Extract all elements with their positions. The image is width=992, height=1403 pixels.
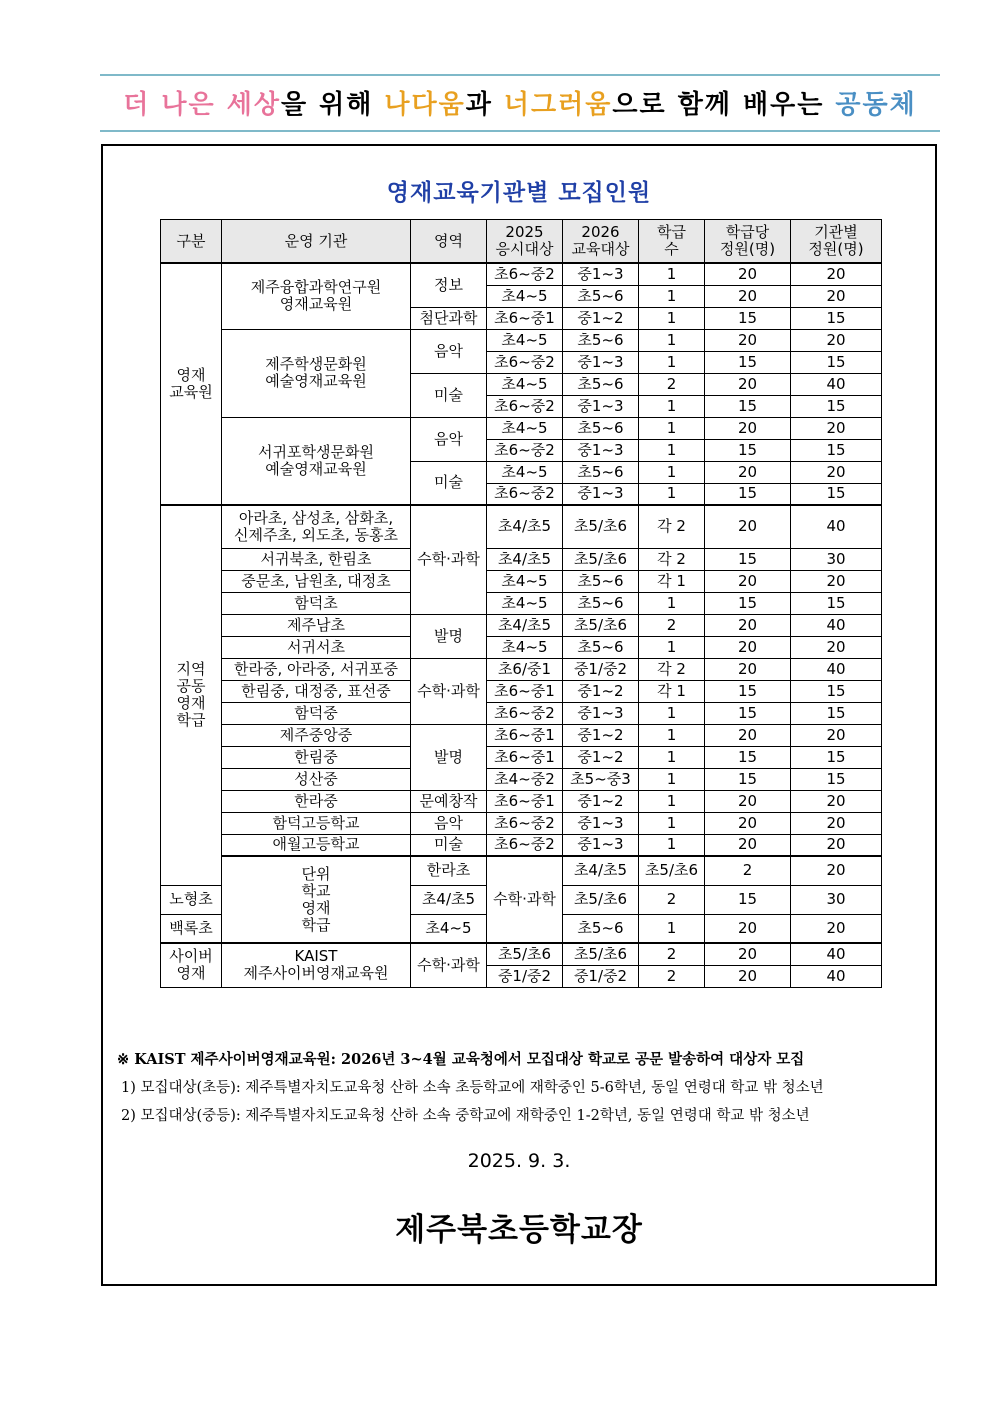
table-cell: 1 [639, 351, 705, 373]
table-cell: 초5~6 [563, 592, 639, 614]
table-cell: 초6~중2 [487, 263, 563, 285]
table-cell: 중1~2 [563, 724, 639, 746]
table-cell: 문예창작 [411, 790, 487, 812]
table-cell: 각 2 [639, 658, 705, 680]
table-cell: 중1~2 [563, 680, 639, 702]
table-cell: 15 [791, 307, 882, 329]
table-cell: 20 [705, 943, 791, 965]
table-cell: 20 [705, 834, 791, 856]
table-cell: 서귀포학생문화원 예술영재교육원 [222, 417, 411, 505]
table-cell: 15 [705, 680, 791, 702]
table-row [161, 834, 882, 856]
table-cell: 초4~5 [487, 592, 563, 614]
slogan-segment: 더 나은 세상 [123, 90, 281, 120]
table-cell: 15 [705, 768, 791, 790]
table-cell: 1 [639, 461, 705, 483]
table-cell: 초5/초6 [487, 943, 563, 965]
table-cell: 한라중, 아라중, 서귀포중 [222, 658, 411, 680]
note-main: ※ KAIST 제주사이버영재교육원: 2026년 3~4월 교육청에서 모집대상 학교로 공문 발송하여 대상자 모집 [117, 1051, 805, 1068]
table-cell: 초5/초6 [563, 548, 639, 570]
table-row [161, 505, 882, 548]
table-cell: 15 [705, 702, 791, 724]
header-cell: 구분 [161, 220, 222, 264]
slogan-segment: 나다움 [384, 90, 466, 120]
table-cell: 중1~3 [563, 834, 639, 856]
table-cell: 20 [791, 856, 882, 885]
table-cell: 20 [705, 724, 791, 746]
recruitment-table [160, 219, 882, 988]
table-cell: 중1~3 [563, 263, 639, 285]
table-cell: 20 [791, 724, 882, 746]
table-cell: 15 [791, 592, 882, 614]
table-row [161, 702, 882, 724]
table-cell: 초6~중1 [487, 307, 563, 329]
table-cell: 1 [639, 724, 705, 746]
table-cell: 20 [705, 285, 791, 307]
note-item: 1) 모집대상(초등): 제주특별자치도교육청 산하 소속 초등학교에 재학중인 5-6학년, 동일 연령대 학교 밖 청소년 [121, 1080, 824, 1096]
table-cell: 초4/초5 [487, 505, 563, 548]
table-cell: 중1~2 [563, 307, 639, 329]
table-cell: 20 [705, 965, 791, 987]
table-cell: 20 [705, 658, 791, 680]
table-cell: 함덕중 [222, 702, 411, 724]
table-cell: 15 [791, 483, 882, 505]
table-cell: 15 [791, 702, 882, 724]
table-cell: 함덕초 [222, 592, 411, 614]
table-cell: 초4/초5 [411, 885, 487, 914]
table-cell: 서귀서초 [222, 636, 411, 658]
table-cell: 20 [705, 790, 791, 812]
table-cell: 수학·과학 [411, 943, 487, 987]
table-cell: 1 [639, 439, 705, 461]
table-cell: 15 [791, 680, 882, 702]
table-cell: 초6~중1 [487, 680, 563, 702]
table-cell: 성산중 [222, 768, 411, 790]
table-cell: 초5~6 [563, 914, 639, 943]
table-cell: 1 [639, 483, 705, 505]
table-cell: 음악 [411, 812, 487, 834]
table-cell: 각 1 [639, 570, 705, 592]
table-cell: 20 [705, 329, 791, 351]
table-cell: 초5~중3 [563, 768, 639, 790]
table-cell: 20 [705, 570, 791, 592]
issue-date: 2025. 9. 3. [467, 1150, 571, 1172]
table-cell: 1 [639, 812, 705, 834]
table-cell: KAIST 제주사이버영재교육원 [222, 943, 411, 987]
table-cell: 1 [639, 790, 705, 812]
table-cell: 20 [791, 461, 882, 483]
table-cell: 초5/초6 [563, 614, 639, 636]
table-cell: 2 [639, 614, 705, 636]
table-cell: 한라중 [222, 790, 411, 812]
table-cell: 제주학생문화원 예술영재교육원 [222, 329, 411, 417]
table-cell: 영재 교육원 [161, 263, 222, 505]
table-cell: 15 [705, 885, 791, 914]
table-cell: 20 [791, 263, 882, 285]
table-cell: 40 [791, 614, 882, 636]
slogan-segment: 과 [465, 90, 504, 120]
table-cell: 백록초 [161, 914, 222, 943]
table-cell: 1 [639, 768, 705, 790]
table-cell: 20 [791, 285, 882, 307]
table-cell: 수학·과학 [411, 505, 487, 614]
table-cell: 정보 [411, 263, 487, 307]
table-cell: 1 [639, 746, 705, 768]
table-cell: 20 [791, 570, 882, 592]
table-cell: 초6~중2 [487, 834, 563, 856]
table-cell: 음악 [411, 329, 487, 373]
header-cell: 운영 기관 [222, 220, 411, 264]
table-cell: 1 [639, 834, 705, 856]
table-cell: 초5/초6 [563, 943, 639, 965]
table-cell: 1 [639, 636, 705, 658]
table-cell: 20 [791, 812, 882, 834]
table-cell: 중1~2 [563, 746, 639, 768]
table-row [161, 614, 882, 636]
table-cell: 초6~중2 [487, 812, 563, 834]
table-cell: 2 [639, 943, 705, 965]
table-cell: 단위 학교 영재 학급 [222, 856, 411, 943]
table-cell: 15 [791, 768, 882, 790]
table-cell: 초6~중1 [487, 790, 563, 812]
table-row [161, 746, 882, 768]
table-cell: 중1~3 [563, 812, 639, 834]
table-cell: 15 [791, 439, 882, 461]
notes [117, 1048, 927, 1125]
table-cell: 초4~5 [487, 570, 563, 592]
header-cell: 2026 교육대상 [563, 220, 639, 264]
table-cell: 중1/중2 [563, 658, 639, 680]
header-cell: 2025 응시대상 [487, 220, 563, 264]
table-cell: 15 [791, 746, 882, 768]
table-cell: 초4~5 [411, 914, 487, 943]
table-cell: 초6~중2 [487, 483, 563, 505]
table-row [161, 548, 882, 570]
table-cell: 1 [639, 285, 705, 307]
table-cell: 20 [705, 505, 791, 548]
table-row [161, 658, 882, 680]
table-cell: 20 [705, 812, 791, 834]
table-cell: 초4/초5 [563, 856, 639, 885]
table-cell: 각 2 [639, 548, 705, 570]
table-cell: 초4~5 [487, 417, 563, 439]
table-cell: 초6/중1 [487, 658, 563, 680]
table-cell: 애월고등학교 [222, 834, 411, 856]
table-cell: 초4/초5 [487, 614, 563, 636]
table-cell: 초6~중2 [487, 395, 563, 417]
table-cell: 중1~3 [563, 483, 639, 505]
table-cell: 초5/초6 [563, 885, 639, 914]
table-cell: 중1~2 [563, 790, 639, 812]
note-item: 2) 모집대상(중등): 제주특별자치도교육청 산하 소속 중학교에 재학중인 1-2학년, 동일 연령대 학교 밖 청소년 [121, 1108, 810, 1124]
slogan-segment: 공동체 [835, 90, 917, 120]
table-cell: 한림중, 대정중, 표선중 [222, 680, 411, 702]
table-cell: 미술 [411, 373, 487, 417]
slogan-rule [100, 130, 940, 132]
table-cell: 20 [791, 914, 882, 943]
table-cell: 제주융합과학연구원 영재교육원 [222, 263, 411, 329]
table-cell: 한림중 [222, 746, 411, 768]
table-cell: 초5~6 [563, 373, 639, 395]
page-title: 영재교육기관별 모집인원 [386, 179, 652, 206]
table-row [161, 943, 882, 965]
table-cell: 초5~6 [563, 570, 639, 592]
table-cell: 15 [705, 592, 791, 614]
table-cell: 20 [705, 914, 791, 943]
table-cell: 초4~5 [487, 373, 563, 395]
table-cell: 1 [639, 417, 705, 439]
table-cell: 제주중앙중 [222, 724, 411, 746]
table-row [161, 790, 882, 812]
table-cell: 함덕고등학교 [222, 812, 411, 834]
table-cell: 초4~5 [487, 329, 563, 351]
table-cell: 미술 [411, 461, 487, 505]
table-cell: 각 1 [639, 680, 705, 702]
table-cell: 초5~6 [563, 329, 639, 351]
table-cell: 40 [791, 505, 882, 548]
top-rule [100, 74, 940, 76]
table-cell: 발명 [411, 724, 487, 790]
table-cell: 초4/초5 [487, 548, 563, 570]
table-cell: 40 [791, 658, 882, 680]
table-cell: 중1/중2 [563, 965, 639, 987]
table-cell: 초6~중1 [487, 724, 563, 746]
table-cell: 중문초, 남원초, 대정초 [222, 570, 411, 592]
table-cell: 15 [705, 439, 791, 461]
table-cell: 40 [791, 943, 882, 965]
table-row [161, 592, 882, 614]
table-cell: 초4~5 [487, 285, 563, 307]
table-cell: 수학·과학 [487, 856, 563, 943]
table-row [161, 263, 882, 285]
table-cell: 중1~3 [563, 395, 639, 417]
table-cell: 1 [639, 329, 705, 351]
header-cell: 학급 수 [639, 220, 705, 264]
table-header-row [161, 220, 882, 264]
table-cell: 1 [639, 592, 705, 614]
table-cell: 노형초 [161, 885, 222, 914]
table-cell: 1 [639, 702, 705, 724]
signer: 제주북초등학교장 [395, 1212, 643, 1248]
table-cell: 발명 [411, 614, 487, 658]
table-cell: 20 [705, 373, 791, 395]
slogan [100, 84, 940, 121]
table-cell: 1 [639, 263, 705, 285]
table-cell: 20 [791, 417, 882, 439]
table-row [161, 417, 882, 439]
table-row [161, 570, 882, 592]
table-cell: 40 [791, 373, 882, 395]
table-cell: 1 [639, 914, 705, 943]
document-frame [101, 144, 937, 1286]
table-cell: 15 [705, 307, 791, 329]
table-cell: 30 [791, 548, 882, 570]
header-cell: 학급당 정원(명) [705, 220, 791, 264]
table-cell: 20 [705, 461, 791, 483]
table-cell: 초5/초6 [563, 505, 639, 548]
table-row [161, 680, 882, 702]
slogan-segment: 을 위해 [280, 90, 385, 120]
table-cell: 20 [791, 636, 882, 658]
table-cell: 15 [705, 548, 791, 570]
table-cell: 2 [639, 885, 705, 914]
table-cell: 20 [791, 790, 882, 812]
table-cell: 서귀북초, 한림초 [222, 548, 411, 570]
table-cell: 초6~중1 [487, 746, 563, 768]
table-cell: 초5~6 [563, 417, 639, 439]
table-cell: 초6~중2 [487, 351, 563, 373]
table-cell: 20 [705, 417, 791, 439]
table-cell: 2 [639, 373, 705, 395]
table-cell: 15 [705, 351, 791, 373]
table-cell: 초5/초6 [639, 856, 705, 885]
table-cell: 초5~6 [563, 285, 639, 307]
table-cell: 중1~3 [563, 439, 639, 461]
table-cell: 15 [705, 483, 791, 505]
table-cell: 40 [791, 965, 882, 987]
table-body [161, 263, 882, 987]
table-row [161, 812, 882, 834]
table-cell: 각 2 [639, 505, 705, 548]
header-cell: 영역 [411, 220, 487, 264]
table-cell: 20 [705, 614, 791, 636]
table-row [161, 856, 882, 885]
table-cell: 2 [705, 856, 791, 885]
table-row [161, 636, 882, 658]
table-cell: 초6~중2 [487, 702, 563, 724]
slogan-segment: 함께 배우는 [677, 90, 836, 120]
table-cell: 2 [639, 965, 705, 987]
table-row [161, 768, 882, 790]
table-cell: 15 [705, 746, 791, 768]
table-cell: 1 [639, 395, 705, 417]
table-cell: 20 [791, 329, 882, 351]
table-cell: 초6~중2 [487, 439, 563, 461]
table-cell: 음악 [411, 417, 487, 461]
header-cell: 기관별 정원(명) [791, 220, 882, 264]
table-cell: 20 [705, 636, 791, 658]
table-cell: 미술 [411, 834, 487, 856]
slogan-segment: 너그러움 [503, 90, 613, 120]
table-cell: 수학·과학 [411, 658, 487, 724]
table-cell: 1 [639, 307, 705, 329]
table-cell: 사이버 영재 [161, 943, 222, 987]
table-cell: 초4~중2 [487, 768, 563, 790]
table-cell: 15 [791, 395, 882, 417]
table-row [161, 329, 882, 351]
table-cell: 15 [705, 395, 791, 417]
table-cell: 지역 공동 영재 학급 [161, 505, 222, 885]
table-cell: 20 [705, 263, 791, 285]
table-cell: 첨단과학 [411, 307, 487, 329]
table-cell: 아라초, 삼성초, 삼화초, 신제주초, 외도초, 동홍초 [222, 505, 411, 548]
table-row [161, 724, 882, 746]
table-cell: 중1~3 [563, 351, 639, 373]
table-cell: 초4~5 [487, 461, 563, 483]
table-cell: 15 [791, 351, 882, 373]
table-cell: 초5~6 [563, 636, 639, 658]
table-cell: 초4~5 [487, 636, 563, 658]
table-cell: 한라초 [411, 856, 487, 885]
table-cell: 중1~3 [563, 702, 639, 724]
table-cell: 제주남초 [222, 614, 411, 636]
slogan-segment: 으로 [612, 90, 678, 120]
table-cell: 30 [791, 885, 882, 914]
table-cell: 초5~6 [563, 461, 639, 483]
table-cell: 20 [791, 834, 882, 856]
table-cell: 중1/중2 [487, 965, 563, 987]
